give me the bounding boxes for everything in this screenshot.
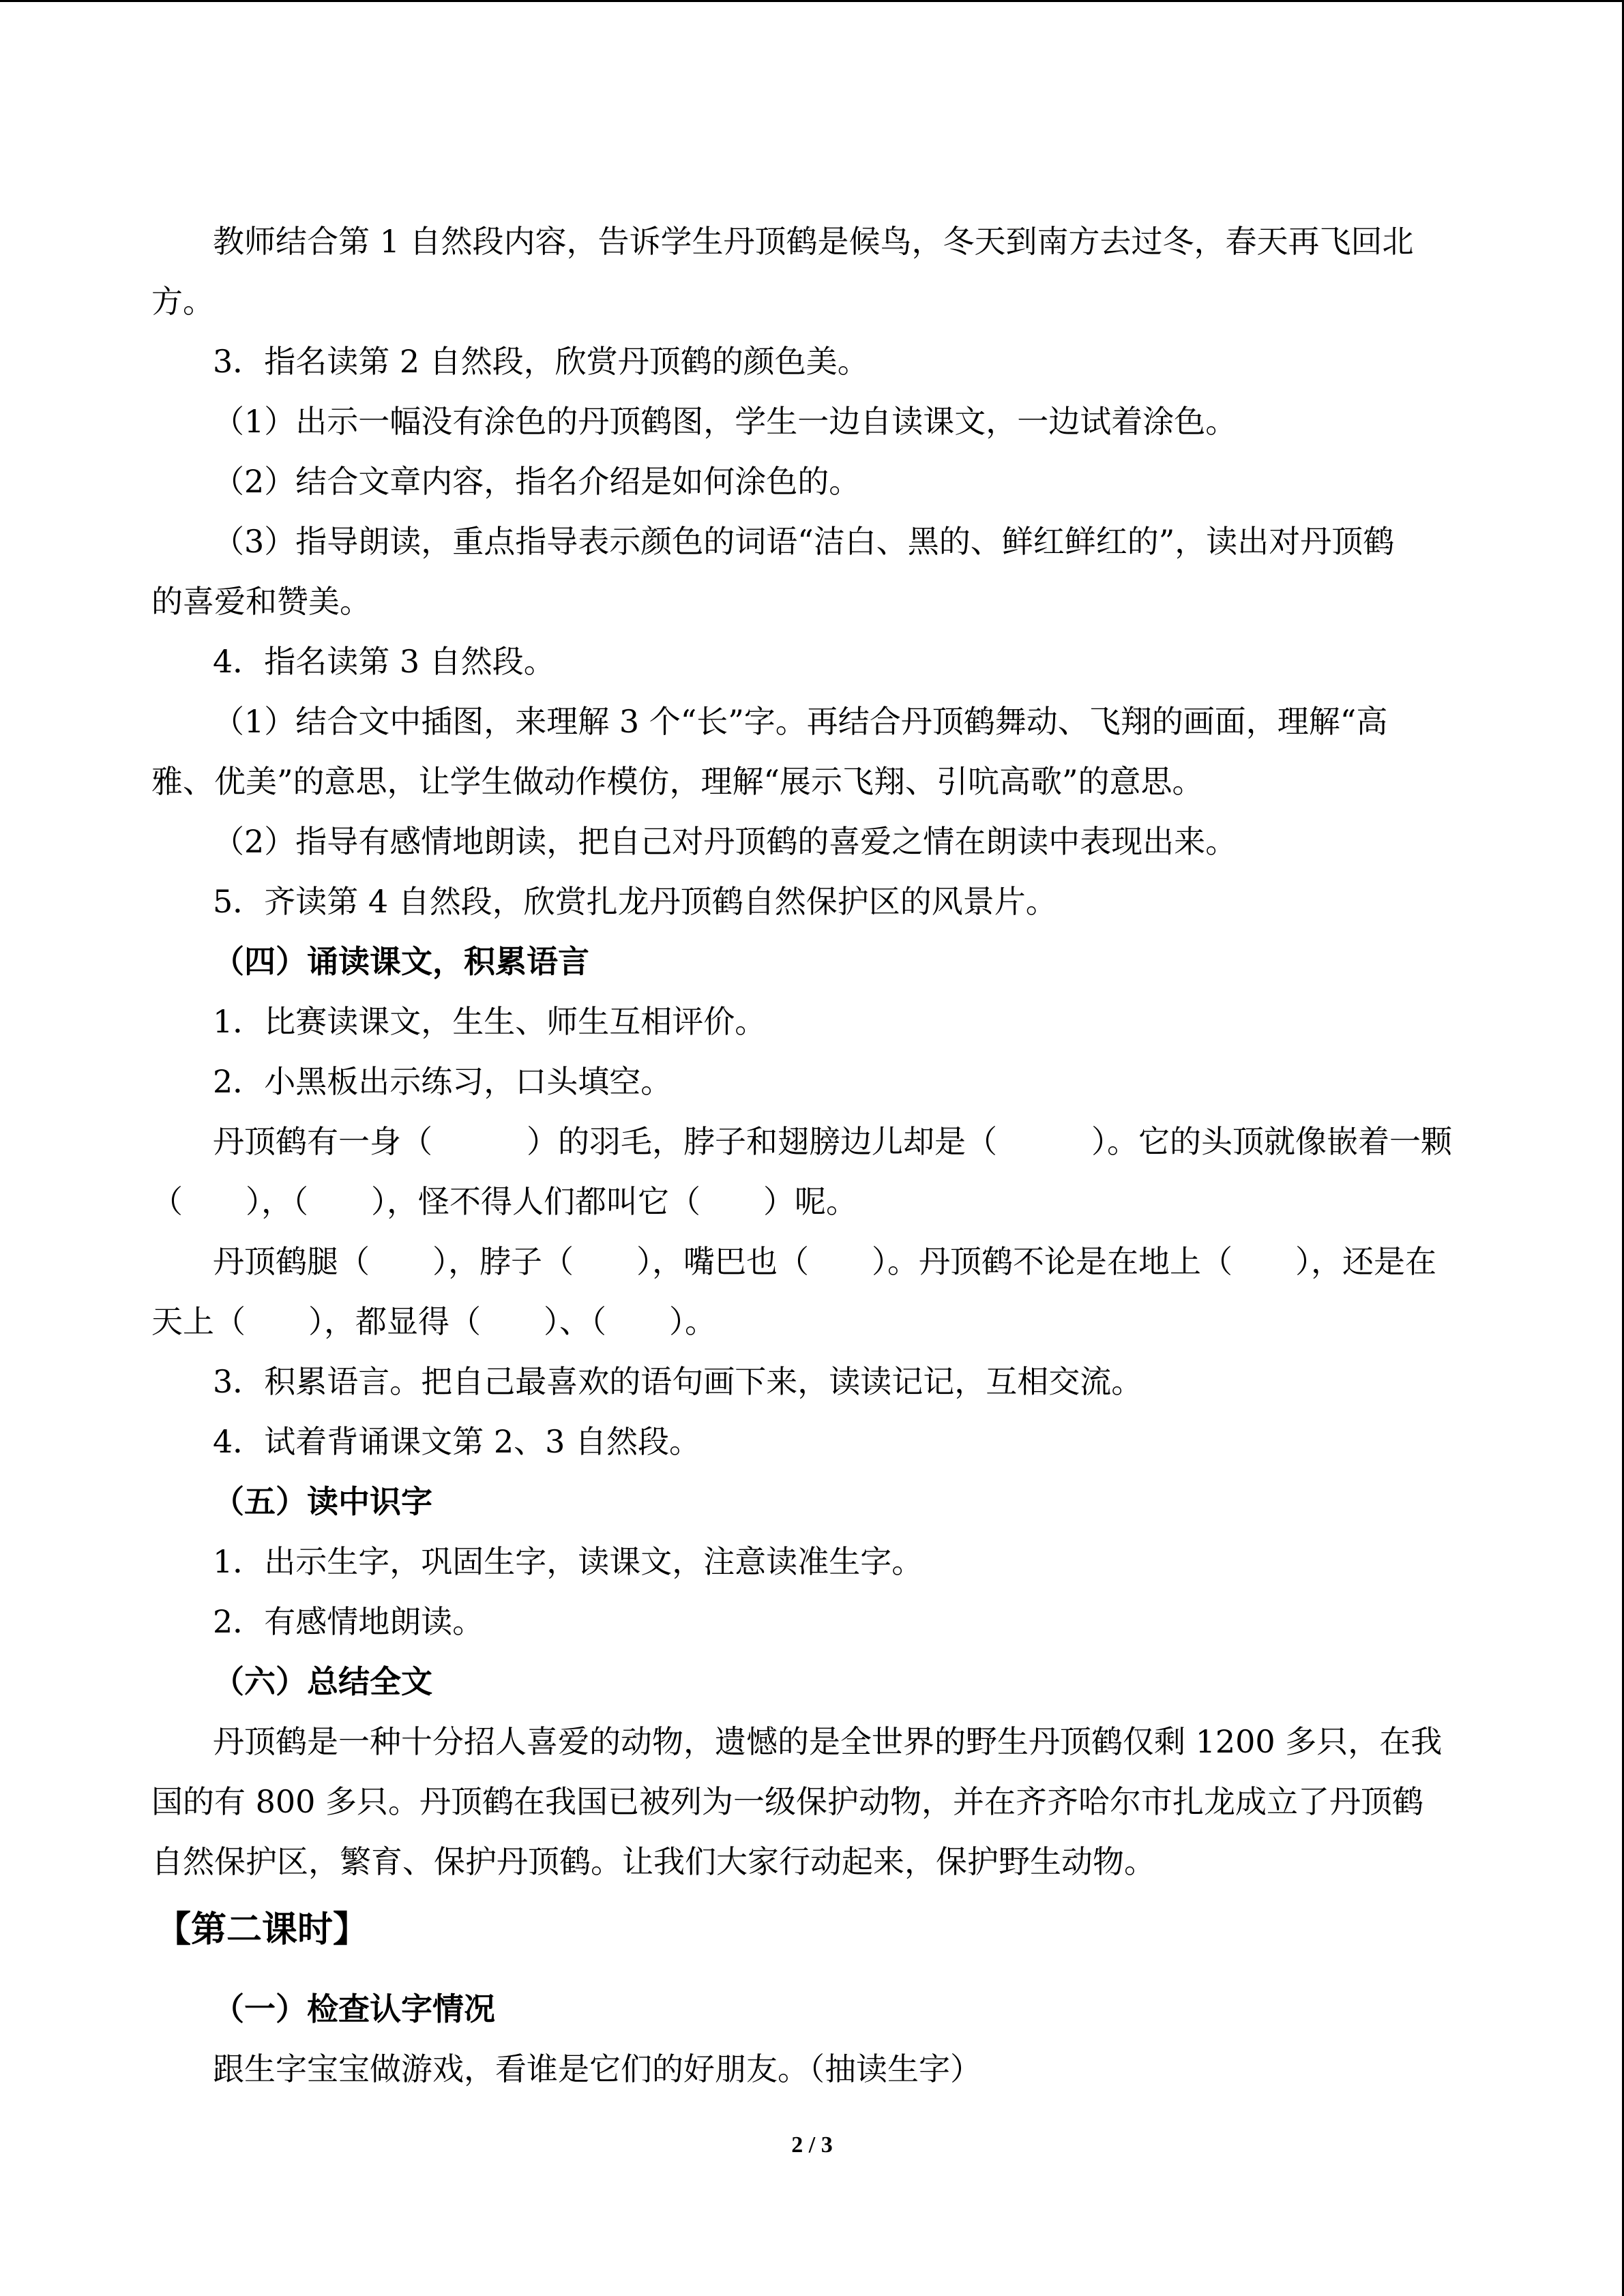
text-line: （2）结合文章内容，指名介绍是如何涂色的。 bbox=[213, 463, 861, 500]
lesson-heading: 【第二课时】 bbox=[156, 1909, 369, 1950]
text-line: 的喜爱和赞美。 bbox=[151, 583, 371, 620]
text-line: （3）指导朗读，重点指导表示颜色的词语“洁白、黑的、鲜红鲜红的”，读出对丹顶鹤 bbox=[213, 523, 1395, 560]
exercise-line: 丹顶鹤腿（ ），脖子（ ），嘴巴也（ ）。丹顶鹤不论是在地上（ ），还是在 bbox=[213, 1243, 1436, 1280]
text-line: 1．比赛读课文，生生、师生互相评价。 bbox=[213, 1003, 767, 1040]
section-heading: （五）读中识字 bbox=[213, 1483, 432, 1520]
text-line: 教师结合第 1 自然段内容，告诉学生丹顶鹤是候鸟，冬天到南方去过冬，春天再飞回北 bbox=[213, 223, 1414, 260]
text-line: 3．指名读第 2 自然段，欣赏丹顶鹤的颜色美。 bbox=[213, 343, 869, 380]
text-line: 自然保护区，繁育、保护丹顶鹤。让我们大家行动起来，保护野生动物。 bbox=[151, 1843, 1155, 1880]
text-line: 1．出示生字，巩固生字，读课文，注意读准生字。 bbox=[213, 1543, 924, 1580]
text-line: （1）结合文中插图，来理解 3 个“长”字。再结合丹顶鹤舞动、飞翔的画面，理解“高 bbox=[213, 703, 1388, 740]
text-line: 2．有感情地朗读。 bbox=[213, 1603, 484, 1640]
page-number: 2 / 3 bbox=[791, 2132, 833, 2158]
text-line: （1）出示一幅没有涂色的丹顶鹤图，学生一边自读课文，一边试着涂色。 bbox=[213, 403, 1237, 440]
section-heading: （六）总结全文 bbox=[213, 1663, 432, 1700]
text-line: 丹顶鹤是一种十分招人喜爱的动物，遗憾的是全世界的野生丹顶鹤仅剩 1200 多只，在我 bbox=[213, 1723, 1443, 1760]
section-heading: （一）检查认字情况 bbox=[213, 1991, 495, 2027]
exercise-line: （ ），（ ），怪不得人们都叫它（ ）呢。 bbox=[151, 1183, 857, 1220]
text-line: 方。 bbox=[151, 283, 214, 320]
text-line: 3．积累语言。把自己最喜欢的语句画下来，读读记记，互相交流。 bbox=[213, 1363, 1143, 1400]
text-line: 雅、优美”的意思，让学生做动作模仿，理解“展示飞翔、引吭高歌”的意思。 bbox=[151, 763, 1204, 800]
text-line: 4．指名读第 3 自然段。 bbox=[213, 643, 555, 680]
text-line: 国的有 800 多只。丹顶鹤在我国已被列为一级保护动物，并在齐齐哈尔市扎龙成立了丹顶鹤 bbox=[151, 1783, 1424, 1820]
text-line: 2．小黑板出示练习，口头填空。 bbox=[213, 1063, 673, 1100]
exercise-line: 天上（ ），都显得（ ）、（ ）。 bbox=[151, 1303, 716, 1340]
text-line: 5．齐读第 4 自然段，欣赏扎龙丹顶鹤自然保护区的风景片。 bbox=[213, 883, 1057, 920]
exercise-line: 丹顶鹤有一身（ ）的羽毛，脖子和翅膀边儿却是（ ）。它的头顶就像嵌着一颗 bbox=[213, 1123, 1452, 1160]
section-heading: （四）诵读课文，积累语言 bbox=[213, 943, 589, 980]
text-line: 4．试着背诵课文第 2、3 自然段。 bbox=[213, 1423, 701, 1460]
text-line: 跟生字宝宝做游戏，看谁是它们的好朋友。（抽读生字） bbox=[213, 2051, 981, 2087]
text-line: （2）指导有感情地朗读，把自己对丹顶鹤的喜爱之情在朗读中表现出来。 bbox=[213, 823, 1237, 860]
